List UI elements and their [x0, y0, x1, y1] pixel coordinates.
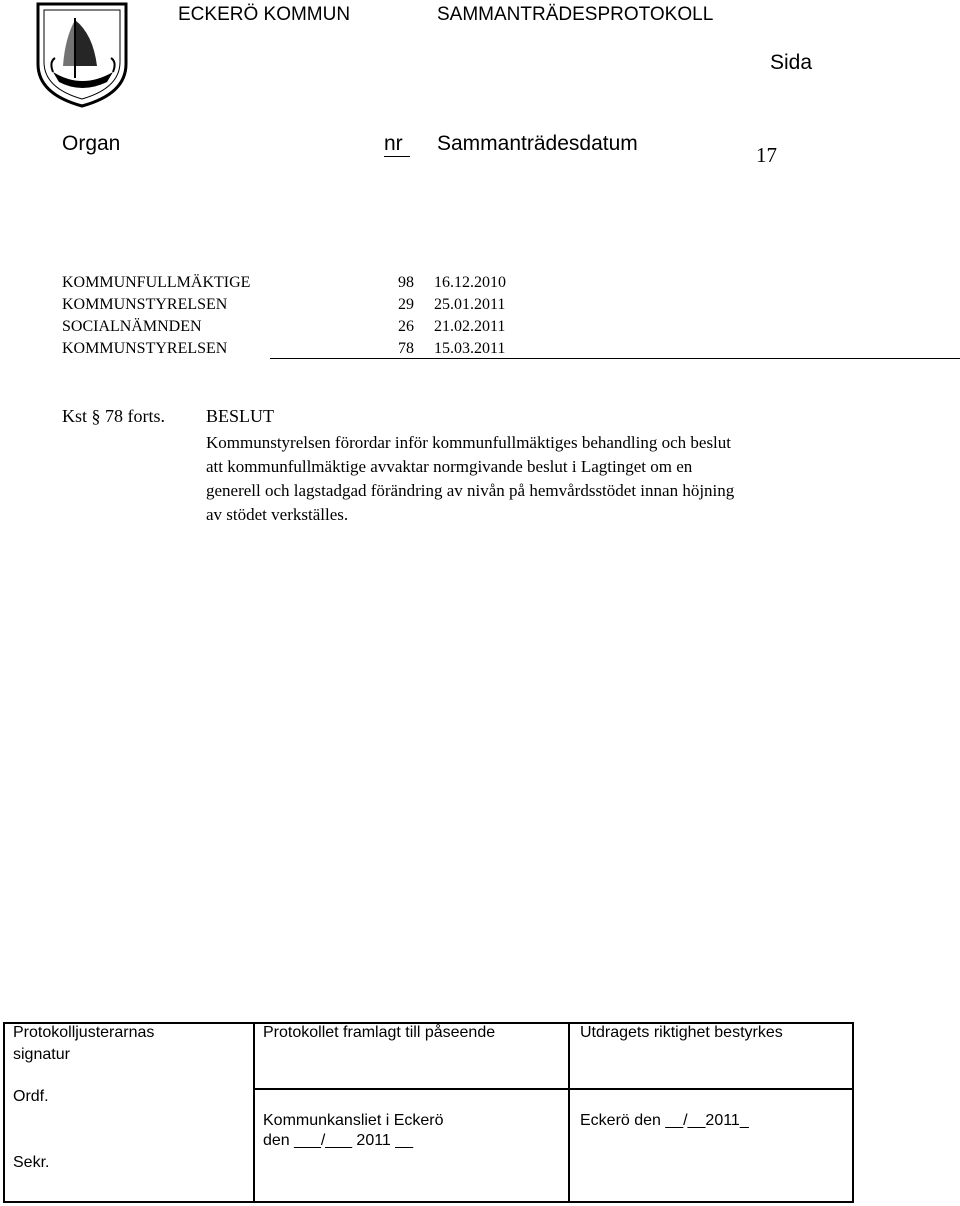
organ-name: KOMMUNSTYRELSEN: [62, 296, 228, 313]
organ-name: SOCIALNÄMNDEN: [62, 318, 202, 335]
header-separator: [270, 358, 960, 359]
organ-date: 25.01.2011: [434, 296, 506, 313]
decision-heading: BESLUT: [206, 406, 275, 426]
organ-nr: 98: [398, 274, 414, 291]
organ-name: KOMMUNFULLMÄKTIGE: [62, 274, 251, 291]
viking-ship-coat-of-arms-icon: [35, 2, 129, 108]
signature-column: [5, 1024, 255, 1201]
meeting-date-label: Sammanträdesdatum: [437, 132, 638, 155]
organ-name: KOMMUNSTYRELSEN: [62, 340, 228, 357]
chairman-label: Ordf.: [13, 1088, 49, 1105]
municipality-name: ECKERÖ KOMMUN: [178, 4, 351, 25]
page-number: 17: [756, 143, 777, 167]
organ-date: 21.02.2011: [434, 318, 506, 335]
organ-nr: 29: [398, 296, 414, 313]
posting-title: Protokollet framlagt till påseende: [263, 1024, 496, 1041]
signature-table: [3, 1022, 854, 1203]
posting-column: [255, 1024, 570, 1201]
organ-nr: 26: [398, 318, 414, 335]
decision-text-line: av stödet verkställes.: [206, 505, 349, 524]
nr-underline: [384, 156, 410, 157]
certification-title: Utdragets riktighet bestyrkes: [580, 1024, 783, 1041]
posting-place: Kommunkansliet i Eckerö: [263, 1112, 444, 1129]
decision-text-line: generell och lagstadgad förändring av nivån på hemvårdsstödet innan höjning: [206, 481, 735, 500]
document-title: SAMMANTRÄDESPROTOKOLL: [437, 4, 714, 25]
certification-date: Eckerö den __/__2011_: [580, 1112, 749, 1129]
secretary-label: Sekr.: [13, 1154, 50, 1171]
table-divider: [255, 1088, 852, 1090]
organ-nr: 78: [398, 340, 414, 357]
nr-label: nr: [384, 132, 403, 155]
organ-date: 15.03.2011: [434, 340, 506, 357]
decision-text-line: att kommunfullmäktige avvaktar normgivande beslut i Lagtinget om en: [206, 457, 693, 476]
signature-title: Protokolljusterarnas: [13, 1024, 155, 1041]
signature-subtitle: signatur: [13, 1046, 70, 1063]
page-label: Sida: [770, 51, 813, 74]
organ-label: Organ: [62, 132, 121, 155]
posting-date: den ___/___ 2011 __: [263, 1132, 414, 1149]
certification-column: [570, 1024, 852, 1201]
organ-date: 16.12.2010: [434, 274, 506, 291]
section-reference: Kst § 78 forts.: [62, 406, 165, 426]
decision-text-line: Kommunstyrelsen förordar inför kommunfullmäktiges behandling och beslut: [206, 433, 732, 452]
